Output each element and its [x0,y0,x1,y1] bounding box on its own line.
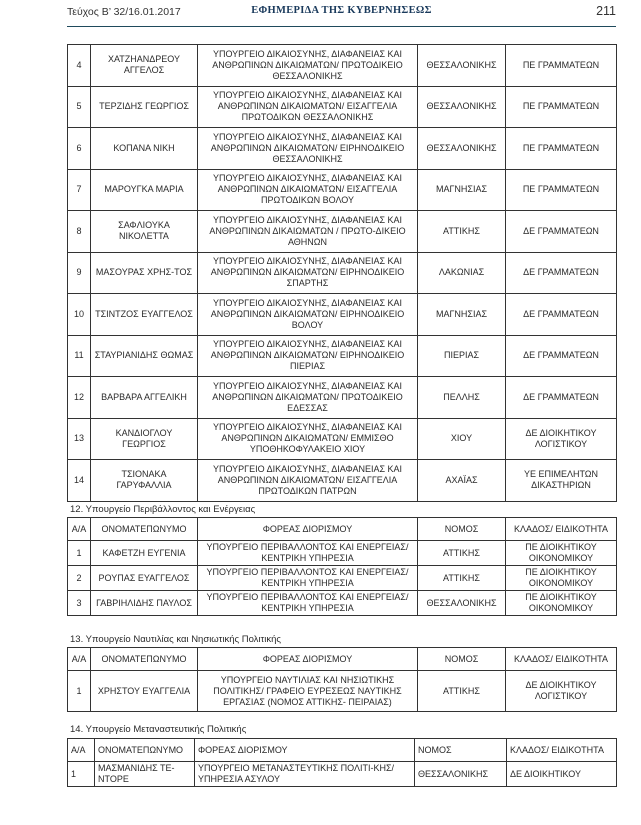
full-name-cell: ΡΟΥΠΑΣ ΕΥΑΓΓΕΛΟΣ [91,566,198,591]
table-header-row [68,648,617,671]
branch-specialty-cell: ΠΕ ΓΡΑΜΜΑΤΕΩΝ [506,86,617,128]
row-number-cell: 4 [68,45,91,87]
column-header-branch-specialty: ΚΛΑΔΟΣ/ ΕΙΔΙΚΟΤΗΤΑ [506,518,617,541]
full-name-cell: ΤΣΙΝΤΖΟΣ ΕΥΑΓΓΕΛΟΣ [91,294,198,336]
prefecture-cell: ΛΑΚΩΝΙΑΣ [418,252,506,294]
gazette-title: ΕΦΗΜΕΡΙΔΑ ΤΗΣ ΚΥΒΕΡΝΗΣΕΩΣ [251,5,432,16]
table-row [68,591,617,616]
prefecture-cell: ΘΕΣΣΑΛΟΝΙΚΗΣ [418,591,506,616]
row-number-cell: 12 [68,377,91,419]
branch-specialty-cell: ΔΕ ΓΡΑΜΜΑΤΕΩΝ [506,211,617,253]
row-number-cell: 11 [68,335,91,377]
migration-appointments-table [67,738,617,787]
branch-specialty-cell: ΠΕ ΔΙΟΙΚΗΤΙΚΟΥ ΟΙΚΟΝΟΜΙΚΟΥ [506,566,617,591]
full-name-cell: ΣΑΦΛΙΟΥΚΑ ΝΙΚΟΛΕΤΤΑ [91,211,198,253]
full-name-cell: ΧΡΗΣΤΟΥ ΕΥΑΓΓΕΛΙΑ [91,671,198,712]
table-row [68,418,617,460]
table-row [68,335,617,377]
branch-specialty-cell: ΥΕ ΕΠΙΜΕΛΗΤΩΝ ΔΙΚΑΣΤΗΡΙΩΝ [506,460,617,502]
prefecture-cell: ΜΑΓΝΗΣΙΑΣ [418,294,506,336]
full-name-cell: ΚΟΠΑΝΑ ΝΙΚΗ [91,128,198,170]
full-name-cell: ΜΑΡΟΥΓΚΑ ΜΑΡΙΑ [91,169,198,211]
prefecture-cell: ΑΤΤΙΚΗΣ [418,566,506,591]
row-number-cell: 9 [68,252,91,294]
branch-specialty-cell: ΔΕ ΓΡΑΜΜΑΤΕΩΝ [506,377,617,419]
page-number: 211 [596,4,616,18]
row-number-cell: 7 [68,169,91,211]
column-header-full-name: ΟΝΟΜΑΤΕΠΩΝΥΜΟ [91,518,198,541]
column-header-prefecture: ΝΟΜΟΣ [418,518,506,541]
column-header-row-number: Α/Α [68,648,91,671]
prefecture-cell: ΘΕΣΣΑΛΟΝΙΚΗΣ [415,762,507,787]
branch-specialty-cell: ΔΕ ΓΡΑΜΜΑΤΕΩΝ [506,252,617,294]
environment-appointments-table [67,517,617,616]
column-header-prefecture: ΝΟΜΟΣ [415,739,507,762]
appointment-agency-cell: ΥΠΟΥΡΓΕΙΟ ΔΙΚΑΙΟΣΥΝΗΣ, ΔΙΑΦΑΝΕΙΑΣ ΚΑΙ ΑΝΘΡΩΠΙΝΩΝ ΔΙΚΑΙΩΜΑΤΩΝ / ΠΡΩΤΟ-ΔΙΚΕΙΟ ΑΘΗΝΩΝ [198,211,418,253]
row-number-cell: 1 [68,541,91,566]
table-row [68,460,617,502]
column-header-prefecture: ΝΟΜΟΣ [418,648,506,671]
appointment-agency-cell: ΥΠΟΥΡΓΕΙΟ ΔΙΚΑΙΟΣΥΝΗΣ, ΔΙΑΦΑΝΕΙΑΣ ΚΑΙ ΑΝΘΡΩΠΙΝΩΝ ΔΙΚΑΙΩΜΑΤΩΝ/ ΕΙΣΑΓΓΕΛΙΑ ΠΡΩΤΟΔΙΚΩΝ ΒΟΛΟΥ [198,169,418,211]
table-row [68,211,617,253]
column-header-row-number: Α/Α [68,518,91,541]
table-header-row [68,739,617,762]
prefecture-cell: ΘΕΣΣΑΛΟΝΙΚΗΣ [418,45,506,87]
prefecture-cell: ΑΤΤΙΚΗΣ [418,211,506,253]
table-header-row [68,518,617,541]
appointment-agency-cell: ΥΠΟΥΡΓΕΙΟ ΔΙΚΑΙΟΣΥΝΗΣ, ΔΙΑΦΑΝΕΙΑΣ ΚΑΙ ΑΝΘΡΩΠΙΝΩΝ ΔΙΚΑΙΩΜΑΤΩΝ/ ΕΙΡΗΝΟΔΙΚΕΙΟ ΒΟΛΟΥ [198,294,418,336]
column-header-full-name: ΟΝΟΜΑΤΕΠΩΝΥΜΟ [91,648,198,671]
page-header [67,0,616,27]
column-header-branch-specialty: ΚΛΑΔΟΣ/ ΕΙΔΙΚΟΤΗΤΑ [507,739,617,762]
appointment-agency-cell: ΥΠΟΥΡΓΕΙΟ ΠΕΡΙΒΑΛΛΟΝΤΟΣ ΚΑΙ ΕΝΕΡΓΕΙΑΣ/ ΚΕΝΤΡΙΚΗ ΥΠΗΡΕΣΙΑ [198,591,418,616]
branch-specialty-cell: ΔΕ ΓΡΑΜΜΑΤΕΩΝ [506,294,617,336]
branch-specialty-cell: ΠΕ ΓΡΑΜΜΑΤΕΩΝ [506,45,617,87]
column-header-appointment-agency: ΦΟΡΕΑΣ ΔΙΟΡΙΣΜΟΥ [198,648,418,671]
shipping-appointments-table [67,647,617,712]
row-number-cell: 6 [68,128,91,170]
branch-specialty-cell: ΠΕ ΓΡΑΜΜΑΤΕΩΝ [506,169,617,211]
full-name-cell: ΚΑΦΕΤΖΗ ΕΥΓΕΝΙΑ [91,541,198,566]
row-number-cell: 13 [68,418,91,460]
column-header-row-number: Α/Α [68,739,95,762]
full-name-cell: ΜΑΣΟΥΡΑΣ ΧΡΗΣ-ΤΟΣ [91,252,198,294]
prefecture-cell: ΑΤΤΙΚΗΣ [418,671,506,712]
full-name-cell: ΤΕΡΖΙΔΗΣ ΓΕΩΡΓΙΟΣ [91,86,198,128]
justice-appointments-table [67,44,617,502]
full-name-cell: ΜΑΣΜΑΝΙΔΗΣ ΤΕ-ΝΤΟΡΕ [95,762,195,787]
prefecture-cell: ΑΤΤΙΚΗΣ [418,541,506,566]
prefecture-cell: ΧΙΟΥ [418,418,506,460]
full-name-cell: ΒΑΡΒΑΡΑ ΑΓΓΕΛΙΚΗ [91,377,198,419]
branch-specialty-cell: ΔΕ ΔΙΟΙΚΗΤΙΚΟΥ [507,762,617,787]
issue-label: Τεύχος Β’ 32/16.01.2017 [67,6,181,18]
branch-specialty-cell: ΠΕ ΔΙΟΙΚΗΤΙΚΟΥ ΟΙΚΟΝΟΜΙΚΟΥ [506,541,617,566]
column-header-appointment-agency: ΦΟΡΕΑΣ ΔΙΟΡΙΣΜΟΥ [198,518,418,541]
prefecture-cell: ΘΕΣΣΑΛΟΝΙΚΗΣ [418,86,506,128]
prefecture-cell: ΜΑΓΝΗΣΙΑΣ [418,169,506,211]
table-row [68,128,617,170]
appointment-agency-cell: ΥΠΟΥΡΓΕΙΟ ΔΙΚΑΙΟΣΥΝΗΣ, ΔΙΑΦΑΝΕΙΑΣ ΚΑΙ ΑΝΘΡΩΠΙΝΩΝ ΔΙΚΑΙΩΜΑΤΩΝ/ ΠΡΩΤΟΔΙΚΕΙΟ ΕΔΕΣΣΑΣ [198,377,418,419]
appointment-agency-cell: ΥΠΟΥΡΓΕΙΟ ΔΙΚΑΙΟΣΥΝΗΣ, ΔΙΑΦΑΝΕΙΑΣ ΚΑΙ ΑΝΘΡΩΠΙΝΩΝ ΔΙΚΑΙΩΜΑΤΩΝ/ ΕΙΡΗΝΟΔΙΚΕΙΟ ΘΕΣΣΑΛΟΝΙΚΗΣ [198,128,418,170]
row-number-cell: 5 [68,86,91,128]
row-number-cell: 3 [68,591,91,616]
branch-specialty-cell: ΔΕ ΔΙΟΙΚΗΤΙΚΟΥ ΛΟΓΙΣΤΙΚΟΥ [506,671,617,712]
prefecture-cell: ΠΕΛΛΗΣ [418,377,506,419]
full-name-cell: ΣΤΑΥΡΙΑΝΙΔΗΣ ΘΩΜΑΣ [91,335,198,377]
prefecture-cell: ΘΕΣΣΑΛΟΝΙΚΗΣ [418,128,506,170]
section-13-title: 13. Υπουργείο Ναυτιλίας και Νησιωτικής Πολιτικής [70,634,282,645]
full-name-cell: ΓΑΒΡΙΗΛΙΔΗΣ ΠΑΥΛΟΣ [91,591,198,616]
table-row [68,541,617,566]
section-14-title: 14. Υπουργείο Μεταναστευτικής Πολιτικής [70,724,247,735]
appointment-agency-cell: ΥΠΟΥΡΓΕΙΟ ΔΙΚΑΙΟΣΥΝΗΣ, ΔΙΑΦΑΝΕΙΑΣ ΚΑΙ ΑΝΘΡΩΠΙΝΩΝ ΔΙΚΑΙΩΜΑΤΩΝ/ ΕΙΣΑΓΓΕΛΙΑ ΠΡΩΤΟΔΙΚΩΝ ΘΕΣΣΑΛΟΝΙΚΗΣ [198,86,418,128]
table-row [68,45,617,87]
appointment-agency-cell: ΥΠΟΥΡΓΕΙΟ ΔΙΚΑΙΟΣΥΝΗΣ, ΔΙΑΦΑΝΕΙΑΣ ΚΑΙ ΑΝΘΡΩΠΙΝΩΝ ΔΙΚΑΙΩΜΑΤΩΝ/ ΕΙΡΗΝΟΔΙΚΕΙΟ ΣΠΑΡΤΗΣ [198,252,418,294]
branch-specialty-cell: ΠΕ ΓΡΑΜΜΑΤΕΩΝ [506,128,617,170]
appointment-agency-cell: ΥΠΟΥΡΓΕΙΟ ΔΙΚΑΙΟΣΥΝΗΣ, ΔΙΑΦΑΝΕΙΑΣ ΚΑΙ ΑΝΘΡΩΠΙΝΩΝ ΔΙΚΑΙΩΜΑΤΩΝ/ ΠΡΩΤΟΔΙΚΕΙΟ ΘΕΣΣΑΛΟΝΙΚΗΣ [198,45,418,87]
prefecture-cell: ΠΙΕΡΙΑΣ [418,335,506,377]
row-number-cell: 14 [68,460,91,502]
row-number-cell: 1 [68,671,91,712]
table-row [68,671,617,712]
appointment-agency-cell: ΥΠΟΥΡΓΕΙΟ ΠΕΡΙΒΑΛΛΟΝΤΟΣ ΚΑΙ ΕΝΕΡΓΕΙΑΣ/ ΚΕΝΤΡΙΚΗ ΥΠΗΡΕΣΙΑ [198,541,418,566]
table-row [68,169,617,211]
appointment-agency-cell: ΥΠΟΥΡΓΕΙΟ ΠΕΡΙΒΑΛΛΟΝΤΟΣ ΚΑΙ ΕΝΕΡΓΕΙΑΣ/ ΚΕΝΤΡΙΚΗ ΥΠΗΡΕΣΙΑ [198,566,418,591]
table-row [68,252,617,294]
section-12-title: 12. Υπουργείο Περιβάλλοντος και Ενέργειας [70,504,256,515]
column-header-branch-specialty: ΚΛΑΔΟΣ/ ΕΙΔΙΚΟΤΗΤΑ [506,648,617,671]
branch-specialty-cell: ΔΕ ΔΙΟΙΚΗΤΙΚΟΥ ΛΟΓΙΣΤΙΚΟΥ [506,418,617,460]
full-name-cell: ΧΑΤΖΗΑΝΔΡΕΟΥ ΑΓΓΕΛΟΣ [91,45,198,87]
column-header-appointment-agency: ΦΟΡΕΑΣ ΔΙΟΡΙΣΜΟΥ [195,739,415,762]
appointment-agency-cell: ΥΠΟΥΡΓΕΙΟ ΔΙΚΑΙΟΣΥΝΗΣ, ΔΙΑΦΑΝΕΙΑΣ ΚΑΙ ΑΝΘΡΩΠΙΝΩΝ ΔΙΚΑΙΩΜΑΤΩΝ/ ΕΙΣΑΓΓΕΛΙΑ ΠΡΩΤΟΔΙΚΩΝ ΠΑΤΡΩΝ [198,460,418,502]
table-row [68,377,617,419]
row-number-cell: 8 [68,211,91,253]
table-row [68,566,617,591]
table-row [68,86,617,128]
row-number-cell: 1 [68,762,95,787]
appointment-agency-cell: ΥΠΟΥΡΓΕΙΟ ΝΑΥΤΙΛΙΑΣ ΚΑΙ ΝΗΣΙΩΤΙΚΗΣ ΠΟΛΙΤΙΚΗΣ/ ΓΡΑΦΕΙΟ ΕΥΡΕΣΕΩΣ ΝΑΥΤΙΚΗΣ ΕΡΓΑΣΙΑΣ (ΝΟΜΟΣ ΑΤΤΙΚΗΣ- ΠΕΙΡΑΙΑΣ) [198,671,418,712]
table-row [68,294,617,336]
appointment-agency-cell: ΥΠΟΥΡΓΕΙΟ ΔΙΚΑΙΟΣΥΝΗΣ, ΔΙΑΦΑΝΕΙΑΣ ΚΑΙ ΑΝΘΡΩΠΙΝΩΝ ΔΙΚΑΙΩΜΑΤΩΝ/ ΕΜΜΙΣΘΟ ΥΠΟΘΗΚΟΦΥΛΑΚΕΙΟ ΧΙΟΥ [198,418,418,460]
full-name-cell: ΤΣΙΟΝΑΚΑ ΓΑΡΥΦΑΛΛΙΑ [91,460,198,502]
row-number-cell: 10 [68,294,91,336]
table-row [68,762,617,787]
branch-specialty-cell: ΠΕ ΔΙΟΙΚΗΤΙΚΟΥ ΟΙΚΟΝΟΜΙΚΟΥ [506,591,617,616]
appointment-agency-cell: ΥΠΟΥΡΓΕΙΟ ΜΕΤΑΝΑΣΤΕΥΤΙΚΗΣ ΠΟΛΙΤΙ-ΚΗΣ/ ΥΠΗΡΕΣΙΑ ΑΣΥΛΟΥ [195,762,415,787]
appointment-agency-cell: ΥΠΟΥΡΓΕΙΟ ΔΙΚΑΙΟΣΥΝΗΣ, ΔΙΑΦΑΝΕΙΑΣ ΚΑΙ ΑΝΘΡΩΠΙΝΩΝ ΔΙΚΑΙΩΜΑΤΩΝ/ ΕΙΡΗΝΟΔΙΚΕΙΟ ΠΙΕΡΙΑΣ [198,335,418,377]
prefecture-cell: ΑΧΑΪΑΣ [418,460,506,502]
row-number-cell: 2 [68,566,91,591]
column-header-full-name: ΟΝΟΜΑΤΕΠΩΝΥΜΟ [95,739,195,762]
branch-specialty-cell: ΔΕ ΓΡΑΜΜΑΤΕΩΝ [506,335,617,377]
full-name-cell: ΚΑΝΔΙΟΓΛΟΥ ΓΕΩΡΓΙΟΣ [91,418,198,460]
